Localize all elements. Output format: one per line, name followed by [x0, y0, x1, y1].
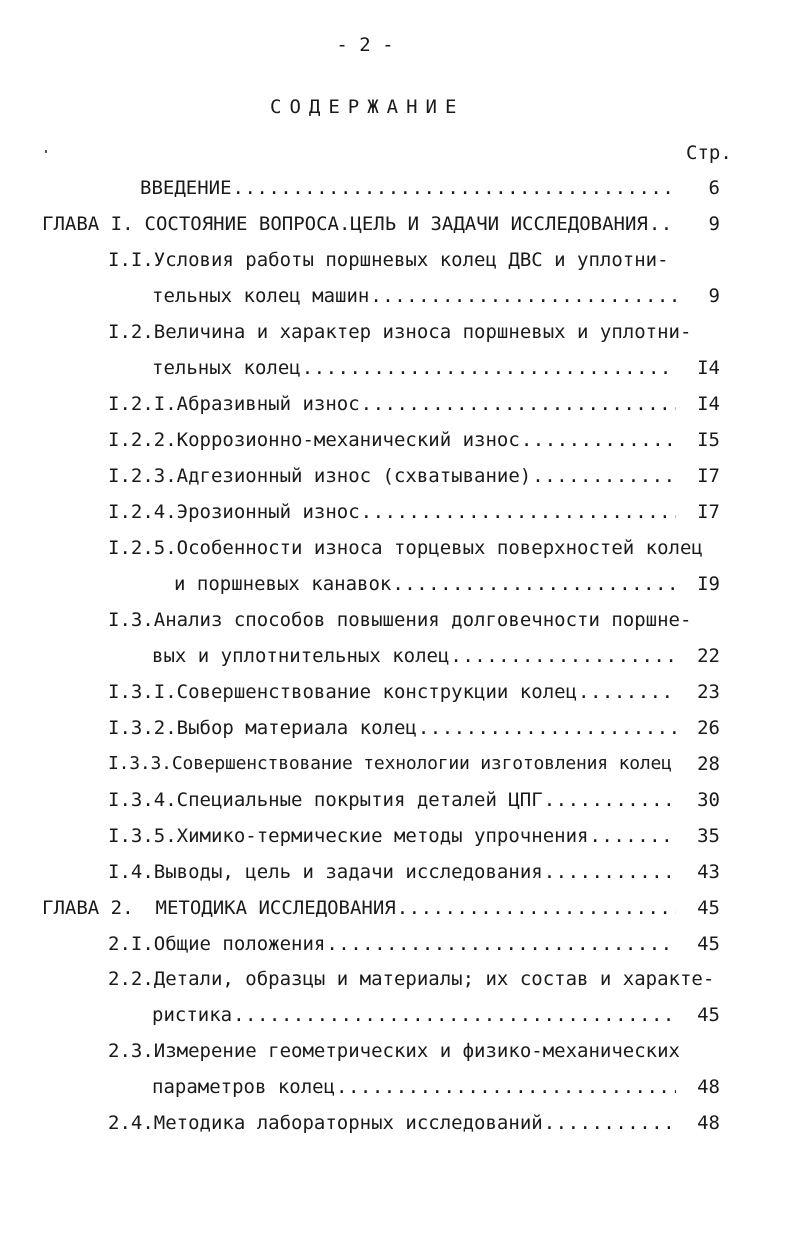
toc-entry-text: Особенности износа торцевых поверхностей колец — [176, 537, 703, 559]
toc-entry-page: I9 — [697, 573, 720, 595]
toc-leader-dots — [418, 715, 676, 741]
toc-entry-text: Общие положения — [153, 933, 326, 955]
toc-entry-1-3-5 — [108, 823, 676, 849]
toc-entry-page: 22 — [697, 645, 720, 667]
toc-entry-page: I4 — [697, 357, 720, 379]
toc-entry-2-2-cont — [152, 1002, 676, 1028]
toc-entry-chapter-2 — [42, 895, 676, 921]
toc-entry-number: I.2.5. — [108, 537, 177, 559]
toc-entry-1-2-2 — [108, 427, 676, 453]
toc-entry-text: Величина и характер износа поршневых и уплотни- — [153, 321, 692, 343]
toc-entry-text: Адгезионный износ (схватывание) — [176, 465, 532, 487]
toc-entry-number: I.3.I. — [108, 681, 177, 703]
toc-entry-text: МЕТОДИКА ИССЛЕДОВАНИЯ — [155, 897, 396, 919]
toc-entry-number: ГЛАВА 2. — [42, 897, 134, 919]
toc-entry-text: Выбор материала колец — [176, 717, 417, 739]
toc-entry-1-1 — [108, 247, 669, 273]
toc-entry-page: 48 — [697, 1112, 720, 1134]
toc-entry-text: Совершенствование конструкции колец — [176, 681, 578, 703]
toc-leader-dots — [544, 859, 676, 885]
toc-entry-page: 45 — [697, 1004, 720, 1026]
toc-entry-number: I.3.5. — [108, 825, 177, 847]
toc-entry-number: I.3.2. — [108, 717, 177, 739]
toc-leader-dots — [544, 1110, 676, 1136]
toc-entry-page: 28 — [697, 753, 720, 775]
toc-leader-dots — [521, 427, 676, 453]
toc-entry-page: I7 — [697, 501, 720, 523]
toc-leader-dots — [361, 391, 676, 417]
toc-entry-1-3-1 — [108, 679, 676, 705]
toc-entry-text: Условия работы поршневых колец ДВС и уплотни- — [153, 249, 669, 271]
toc-leader-dots — [544, 787, 676, 813]
toc-leader-dots — [578, 679, 676, 705]
toc-entry-1-2-3 — [108, 463, 676, 489]
toc-entry-1-1-cont — [152, 283, 676, 309]
toc-leader-dots — [336, 1074, 676, 1100]
toc-entry-number: I.3. — [108, 609, 154, 631]
toc-entry-2-1 — [108, 931, 676, 957]
toc-leader-dots — [233, 175, 676, 201]
toc-entry-text: Коррозионно-механический износ — [176, 429, 520, 451]
toc-leader-dots — [450, 643, 676, 669]
toc-entry-text: Абразивный износ — [176, 393, 360, 415]
toc-entry-page: 23 — [697, 681, 720, 703]
toc-entry-1-3-4 — [108, 787, 676, 813]
toc-entry-text-cont: тельных колец — [152, 357, 301, 379]
page-number: - 2 - — [336, 34, 394, 56]
toc-entry-text: Совершенствование технологии изготовления колец — [171, 753, 672, 774]
toc-entry-page: I4 — [697, 393, 720, 415]
toc-entry-number: I.2. — [108, 321, 154, 343]
toc-leader-dots — [532, 463, 676, 489]
toc-entry-1-2-5-cont — [174, 571, 676, 597]
toc-entry-number: I.2.4. — [108, 501, 177, 523]
toc-leader-dots — [649, 211, 676, 237]
toc-leader-dots — [326, 931, 676, 957]
toc-entry-1-2-4 — [108, 499, 676, 525]
toc-entry-number: 2.I. — [108, 933, 154, 955]
toc-entry-text-cont: ристика — [152, 1004, 233, 1026]
toc-entry-number: 2.2. — [108, 968, 154, 990]
toc-entry-chapter-1 — [42, 211, 676, 237]
toc-leader-dots — [370, 283, 676, 309]
toc-entry-page: 35 — [697, 825, 720, 847]
toc-entry-2-3 — [108, 1038, 680, 1064]
toc-entry-page: I5 — [697, 429, 720, 451]
toc-entry-text-cont: параметров колец — [152, 1076, 336, 1098]
toc-leader-dots — [392, 571, 676, 597]
toc-entry-page: 43 — [697, 861, 720, 883]
page-title: СОДЕРЖАНИЕ — [270, 96, 465, 118]
toc-entry-number: ГЛАВА I. — [42, 213, 134, 235]
toc-entry-1-2-1 — [108, 391, 676, 417]
toc-entry-page: 30 — [697, 789, 720, 811]
toc-entry-page: 45 — [697, 933, 720, 955]
toc-entry-1-4 — [108, 859, 676, 885]
toc-entry-1-3-cont — [152, 643, 676, 669]
toc-entry-text: ВВЕДЕНИЕ — [140, 177, 232, 199]
toc-entry-number: I.I. — [108, 249, 154, 271]
toc-entry-number: I.2.2. — [108, 429, 177, 451]
toc-entry-text-cont: тельных колец машин — [152, 285, 370, 307]
toc-entry-page: 26 — [697, 717, 720, 739]
toc-leader-dots — [302, 355, 676, 381]
toc-entry-page: I7 — [697, 465, 720, 487]
toc-entry-number: 2.3. — [108, 1040, 154, 1062]
toc-entry-page: 9 — [708, 285, 720, 307]
toc-leader-dots — [589, 823, 676, 849]
toc-entry-text: Выводы, цель и задачи исследования — [153, 861, 543, 883]
toc-entry-text: Методика лабораторных исследований — [153, 1112, 543, 1134]
toc-entry-page: 45 — [697, 897, 720, 919]
toc-entry-text: Химико-термические методы упрочнения — [176, 825, 589, 847]
toc-leader-dots — [233, 1002, 676, 1028]
toc-entry-2-2 — [108, 966, 714, 992]
toc-entry-text: Специальные покрытия деталей ЦПГ — [176, 789, 543, 811]
toc-entry-2-4 — [108, 1110, 676, 1136]
toc-entry-1-2 — [108, 319, 691, 345]
toc-entry-number: I.3.4. — [108, 789, 177, 811]
scan-speck — [45, 150, 47, 153]
toc-entry-page: 9 — [708, 213, 720, 235]
toc-entry-number: I.2.I. — [108, 393, 177, 415]
toc-leader-dots — [361, 499, 676, 525]
toc-entry-text: СОСТОЯНИЕ ВОПРОСА.ЦЕЛЬ И ЗАДАЧИ ИССЛЕДОВАНИЯ — [144, 213, 648, 235]
toc-entry-text-cont: и поршневых канавок — [174, 573, 392, 595]
toc-entry-text: Анализ способов повышения долговечности поршне- — [153, 609, 692, 631]
toc-entry-text: Измерение геометрических и физико-механических — [153, 1040, 680, 1062]
toc-entry-text-cont: вых и уплотнительных колец — [152, 645, 450, 667]
toc-entry-1-3-3 — [108, 751, 688, 777]
toc-entry-1-2-5 — [108, 535, 703, 561]
toc-entry-2-3-cont — [152, 1074, 676, 1100]
toc-entry-page: 48 — [697, 1076, 720, 1098]
toc-entry-text: Эрозионный износ — [176, 501, 360, 523]
toc-entry-intro — [140, 175, 676, 201]
toc-entry-number: 2.4. — [108, 1112, 154, 1134]
toc-entry-1-2-cont — [152, 355, 676, 381]
toc-leader-dots — [397, 895, 676, 921]
toc-entry-number: I.2.3. — [108, 465, 177, 487]
toc-entry-number: I.4. — [108, 861, 154, 883]
toc-entry-text: Детали, образцы и материалы; их состав и характе- — [153, 968, 715, 990]
toc-entry-page: 6 — [708, 177, 720, 199]
toc-entry-number: I.3.3. — [108, 753, 172, 774]
toc-entry-1-3-2 — [108, 715, 676, 741]
toc-entry-1-3 — [108, 607, 691, 633]
pages-column-label: Стр. — [686, 142, 732, 164]
